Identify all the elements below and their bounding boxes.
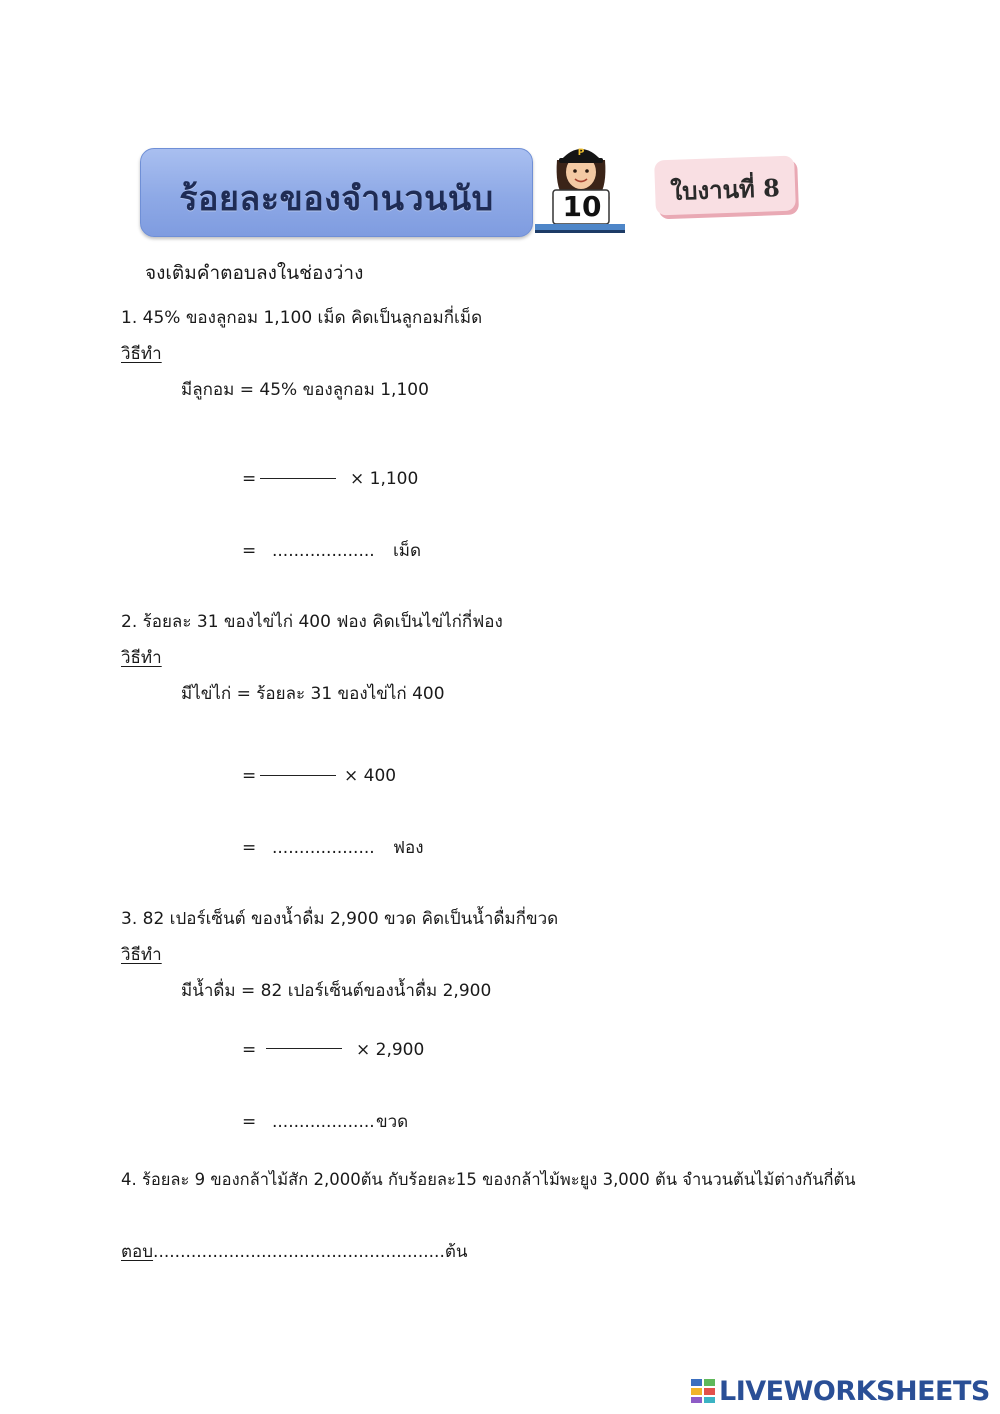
- mascot-illustration: [535, 138, 627, 238]
- problem-2-line-1: มีไข่ไก่ = ร้อยละ 31 ของไข่ไก่ 400: [181, 684, 445, 704]
- problem-3-unit: ขวด: [376, 1112, 409, 1132]
- mascot-icon: [535, 138, 627, 238]
- problem-3-equals-2: =: [242, 1112, 257, 1132]
- problem-2-fraction-line: [260, 775, 336, 776]
- problem-1-answer-blank[interactable]: ...................: [272, 541, 375, 561]
- answer-label: ตอบ: [121, 1242, 154, 1262]
- liveworksheets-logo: [690, 1376, 990, 1406]
- problem-4-answer-row: [121, 1241, 468, 1263]
- problem-1-unit: เม็ด: [393, 541, 422, 561]
- problem-3-equals: =: [242, 1040, 257, 1060]
- problem-2-method-label: วิธีทำ: [121, 648, 162, 668]
- problem-1-line-1: มีลูกอม = 45% ของลูกอม 1,100: [181, 380, 429, 400]
- problem-3-question: 3. 82 เปอร์เซ็นต์ ของน้ำดื่ม 2,900 ขวด คิดเป็นน้ำดื่มกี่ขวด: [121, 909, 559, 929]
- problem-2-multiplier: × 400: [344, 766, 397, 786]
- problem-1-multiplier: × 1,100: [350, 469, 419, 489]
- problem-1-equals-2: =: [242, 541, 257, 561]
- mascot-number: 10: [562, 190, 602, 223]
- problem-1-method-label: วิธีทำ: [121, 344, 162, 364]
- problem-2-equals-2: =: [242, 838, 257, 858]
- page-title: ร้อยละของจำนวนนับ: [179, 179, 494, 219]
- problem-4-unit: ต้น: [444, 1242, 468, 1262]
- problem-3-method-label: วิธีทำ: [121, 945, 162, 965]
- problem-2-question: 2. ร้อยละ 31 ของไข่ไก่ 400 ฟอง คิดเป็นไข่ไก่กี่ฟอง: [121, 612, 503, 632]
- worksheet-badge: [654, 156, 796, 216]
- logo-blocks-icon: [690, 1378, 716, 1404]
- instruction-text: จงเติมคำตอบลงในช่องว่าง: [145, 262, 364, 284]
- problem-4-answer-blank[interactable]: ......................................................: [153, 1242, 445, 1262]
- problem-2-answer-blank[interactable]: ...................: [272, 838, 375, 858]
- problem-3-fraction-line: [266, 1048, 342, 1049]
- problem-3-line-1: มีน้ำดื่ม = 82 เปอร์เซ็นต์ของน้ำดื่ม 2,900: [181, 981, 492, 1001]
- svg-text:P: P: [577, 148, 585, 158]
- problem-2-unit: ฟอง: [393, 838, 424, 858]
- problem-2-equals: =: [242, 766, 257, 786]
- problem-1-question: 1. 45% ของลูกอม 1,100 เม็ด คิดเป็นลูกอมกี่เม็ด: [121, 308, 483, 328]
- problem-3-answer-blank[interactable]: ...................: [272, 1112, 375, 1132]
- problem-1-equals: =: [242, 469, 257, 489]
- title-banner: [140, 148, 533, 237]
- problem-4-question: 4. ร้อยละ 9 ของกล้าไม้สัก 2,000ต้น กับร้อยละ15 ของกล้าไม้พะยูง 3,000 ต้น จำนวนต้นไม้ต่างกันกี่ต้น: [121, 1170, 856, 1189]
- problem-3-multiplier: × 2,900: [356, 1040, 425, 1060]
- worksheet-label: ใบงานที่ 8: [669, 173, 781, 206]
- problem-1-fraction-line: [260, 478, 336, 479]
- logo-text: LIVEWORKSHEETS: [719, 1375, 990, 1407]
